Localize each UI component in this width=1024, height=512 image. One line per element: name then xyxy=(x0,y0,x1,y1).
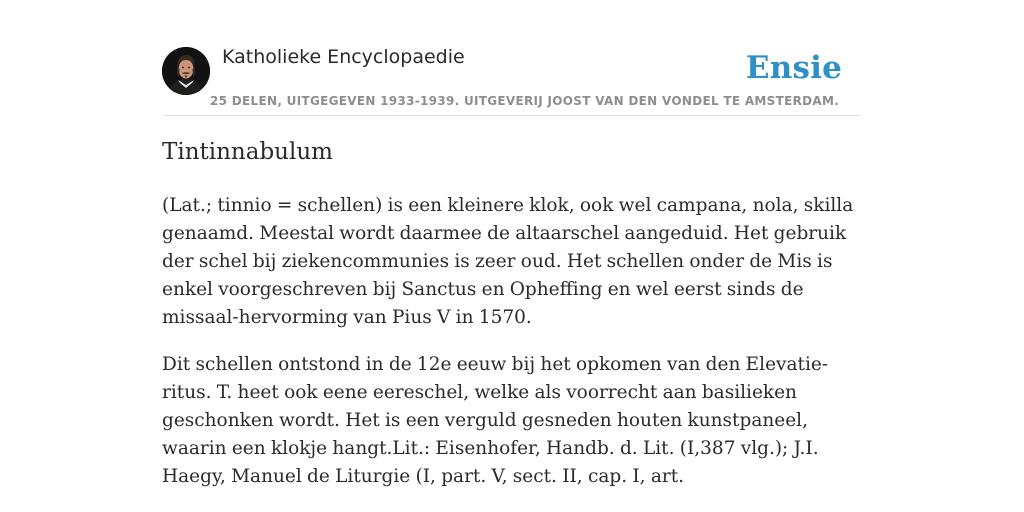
article-paragraph: (Lat.; tinnio = schellen) is een kleinere klok, ook wel campana, nola, skilla genaamd. Meestal wordt daarmee de altaarschel aangeduid. Het gebruik der schel bij ziekencommunies is zeer oud. Het schellen onder de Mis is enkel voorgeschreven bij Sanctus en Opheffing en wel eerst sinds de missaal-hervorming van Pius V in 1570. xyxy=(162,195,854,328)
portrait-icon xyxy=(162,47,210,95)
source-subtitle: 25 DELEN, UITGEGEVEN 1933-1939. UITGEVERIJ JOOST VAN DEN VONDEL TE AMSTERDAM. xyxy=(210,94,840,108)
brand-logo[interactable]: Ensie xyxy=(745,50,842,86)
source-header xyxy=(162,44,862,116)
article-paragraph: Dit schellen ontstond in de 12e eeuw bij het opkomen van den Elevatie-ritus. T. heet ook eene eereschel, welke als voorrecht aan basilieken geschonken wordt. Het is een verguld gesneden houten kunstpaneel, waarin een klokje hangt.Lit.: Eisenhofer, Handb. d. Lit. (I,387 vlg.); J.I. Haegy, Manuel de Liturgie (I, part. V, sect. II, cap. I, art. xyxy=(162,354,829,487)
article-title: Tintinnabulum xyxy=(162,139,333,165)
avatar[interactable] xyxy=(162,47,210,95)
source-title[interactable]: Katholieke Encyclopaedie xyxy=(222,46,465,68)
article-body xyxy=(162,192,862,510)
